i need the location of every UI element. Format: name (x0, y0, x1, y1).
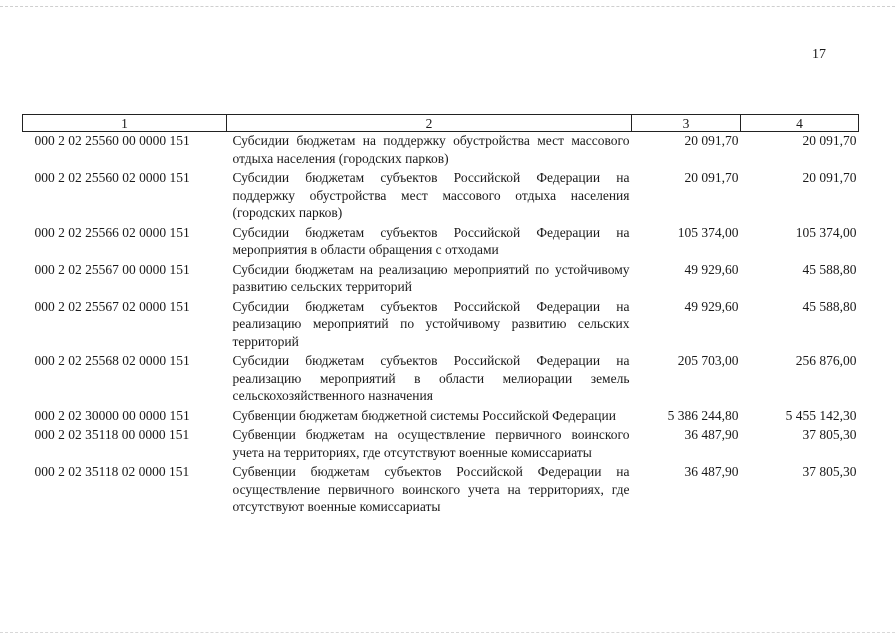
amount-col-4: 45 588,80 (802, 261, 857, 277)
table-row (23, 132, 859, 170)
amount-col-4: 105 374,00 (795, 224, 857, 240)
budget-code: 000 2 02 30000 00 0000 151 (34, 407, 190, 423)
budget-code: 000 2 02 35118 02 0000 151 (34, 464, 190, 479)
table-row (23, 298, 859, 353)
budget-code: 000 2 02 25566 02 0000 151 (34, 224, 190, 240)
budget-code: 000 2 02 25567 00 0000 151 (34, 261, 190, 277)
table-row (23, 224, 859, 261)
scan-edge-bottom (0, 632, 895, 633)
scan-edge-top (0, 6, 895, 7)
budget-code: 000 2 02 25560 00 0000 151 (34, 133, 190, 148)
amount-col-3: 20 091,70 (684, 133, 739, 148)
budget-description: Субсидии бюджетам субъектов Российской Федерации на реализацию мероприятий по устойчивому развитию сельских территорий (232, 298, 630, 349)
amount-col-3: 49 929,60 (684, 261, 739, 277)
budget-description: Субсидии бюджетам на поддержку обустройства мест массового отдыха населения (городских парков) (232, 133, 630, 166)
budget-code: 000 2 02 25567 02 0000 151 (34, 298, 190, 314)
amount-col-3: 49 929,60 (684, 298, 739, 314)
budget-table (22, 114, 859, 518)
amount-col-3: 5 386 244,80 (667, 407, 739, 423)
column-header-2: 2 (227, 115, 632, 132)
table-header-row (23, 115, 859, 132)
amount-col-3: 205 703,00 (677, 353, 739, 368)
column-header-1: 1 (23, 115, 227, 132)
amount-col-4: 5 455 142,30 (785, 407, 857, 423)
table-row (23, 426, 859, 463)
column-header-4: 4 (741, 115, 859, 132)
table-row (23, 463, 859, 518)
amount-col-4: 256 876,00 (795, 353, 857, 368)
budget-description: Субвенции бюджетам субъектов Российской Федерации на осуществление первичного воинского учета на территориях, где отсутствуют военные комиссариаты (232, 464, 630, 514)
amount-col-3: 36 487,90 (684, 464, 739, 479)
budget-description: Субсидии бюджетам субъектов Российской Федерации на реализацию мероприятий в области мелиорации земель сельскохозяйственного назначения (232, 353, 630, 403)
budget-code: 000 2 02 25568 02 0000 151 (34, 353, 190, 368)
amount-col-4: 45 588,80 (802, 298, 857, 314)
budget-code: 000 2 02 25560 02 0000 151 (34, 170, 190, 185)
page-number: 17 (812, 47, 826, 62)
amount-col-4: 20 091,70 (802, 170, 857, 185)
budget-description: Субсидии бюджетам субъектов Российской Федерации на поддержку обустройства мест массового отдыха населения (городских парков) (232, 170, 630, 220)
amount-col-3: 36 487,90 (684, 427, 739, 442)
table-row (23, 407, 859, 427)
amount-col-4: 37 805,30 (802, 464, 857, 479)
budget-description: Субвенции бюджетам на осуществление первичного воинского учета на территориях, где отсутствуют военные комиссариаты (232, 427, 630, 460)
budget-code: 000 2 02 35118 00 0000 151 (34, 427, 190, 442)
amount-col-4: 37 805,30 (802, 427, 857, 442)
column-header-3: 3 (632, 115, 741, 132)
budget-description: Субвенции бюджетам бюджетной системы Российской Федерации (232, 407, 616, 423)
table-row (23, 169, 859, 224)
amount-col-3: 20 091,70 (684, 170, 739, 185)
amount-col-4: 20 091,70 (802, 133, 857, 148)
budget-description: Субсидии бюджетам субъектов Российской Федерации на мероприятия в области обращения с отходами (232, 224, 630, 257)
table-row (23, 352, 859, 407)
budget-description: Субсидии бюджетам на реализацию мероприятий по устойчивому развитию сельских территорий (232, 261, 630, 294)
table-row (23, 261, 859, 298)
amount-col-3: 105 374,00 (677, 224, 739, 240)
